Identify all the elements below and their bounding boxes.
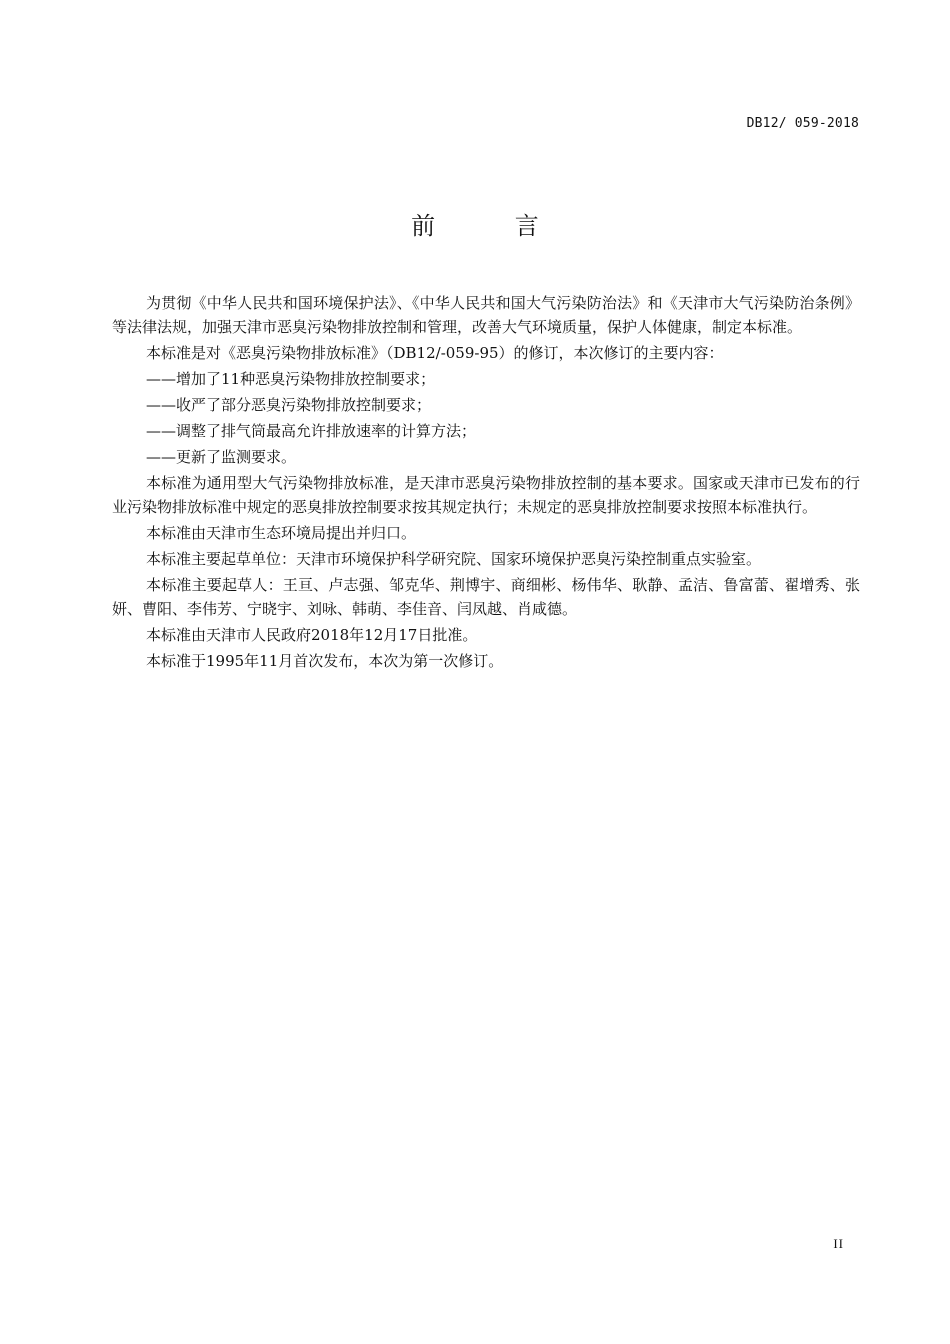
paragraph-proposer: 本标准由天津市生态环境局提出并归口。 <box>146 524 417 542</box>
page-title: 前 言 <box>411 212 575 240</box>
paragraph-scope: 本标准为通用型大气污染物排放标准，是天津市恶臭污染物排放控制的基本要求。国家或天津市已发布的行业污染物排放标准中规定的恶臭排放控制要求按其规定执行；未规定的恶臭排放控制要求按照本标准执行。 <box>112 474 860 516</box>
paragraph-drafting-units: 本标准主要起草单位：天津市环境保护科学研究院、国家环境保护恶臭污染控制重点实验室。 <box>146 550 762 568</box>
list-item-revision-2: ——收严了部分恶臭污染物排放控制要求； <box>146 396 432 414</box>
paragraph-purpose: 为贯彻《中华人民共和国环境保护法》、《中华人民共和国大气污染防治法》和《天津市大气污染防治条例》等法律法规，加强天津市恶臭污染物排放控制和管理，改善大气环境质量，保护人体健康，制定本标准。 <box>112 294 860 336</box>
paragraph-drafters: 本标准主要起草人：王亘、卢志强、邹克华、荆博宇、商细彬、杨伟华、耿静、孟洁、鲁富蕾、翟增秀、张妍、曹阳、李伟芳、宁晓宇、刘咏、韩萌、李佳音、闫凤越、肖咸德。 <box>112 576 860 618</box>
page-number: II <box>833 1236 844 1251</box>
paragraph-approval: 本标准由天津市人民政府2018年12月17日批准。 <box>146 626 478 644</box>
paragraph-revision-intro: 本标准是对《恶臭污染物排放标准》（DB12/-059-95）的修订，本次修订的主要内容： <box>146 344 724 362</box>
list-item-revision-1: ——增加了11种恶臭污染物排放控制要求； <box>146 370 436 388</box>
preface-body <box>112 291 860 675</box>
document-code: DB12/ 059-2018 <box>746 116 859 131</box>
paragraph-history: 本标准于1995年11月首次发布，本次为第一次修订。 <box>146 652 504 670</box>
list-item-revision-3: ——调整了排气筒最高允许排放速率的计算方法； <box>146 422 477 440</box>
list-item-revision-4: ——更新了监测要求。 <box>146 448 297 466</box>
